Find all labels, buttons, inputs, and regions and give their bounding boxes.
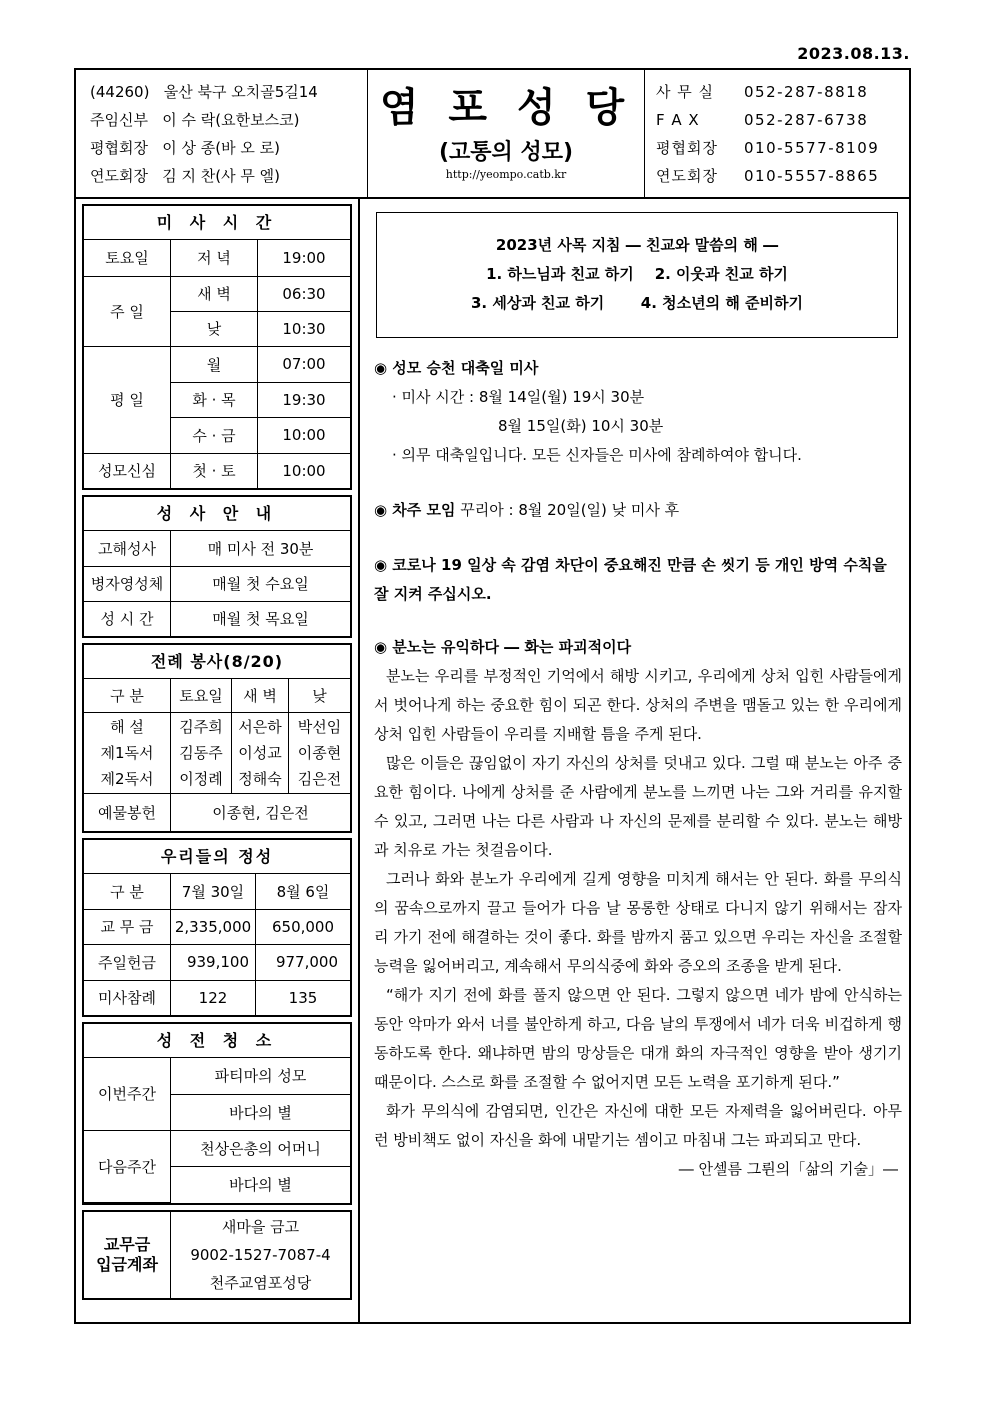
table-cell: 주 일	[84, 276, 171, 346]
table-cell: 성 시 간	[84, 601, 171, 636]
contact-info	[656, 78, 906, 190]
table-cell: 주일헌금	[84, 944, 171, 980]
table-row	[84, 712, 350, 740]
table-row	[84, 346, 350, 382]
contact-label: 연도회장	[656, 167, 718, 185]
table-cell: 제1독서	[84, 740, 171, 765]
council-label: 평협회장	[90, 139, 148, 157]
bulletin-date: 2023.08.13.	[797, 44, 910, 63]
table-cell: 토요일	[84, 240, 171, 276]
assumption-mass-note: · 의무 대축일입니다. 모든 신자들은 미사에 참례하여야 합니다.	[392, 446, 802, 464]
table-header: 새 벽	[232, 679, 289, 712]
table-row	[84, 944, 350, 980]
liturgy-table	[84, 679, 350, 831]
contact-number: 052-287-6738	[744, 111, 869, 129]
table-cell: 서은하	[232, 712, 289, 740]
next-meeting-notice	[374, 496, 902, 525]
address-row	[90, 78, 355, 106]
table-cell: 19:00	[258, 240, 351, 276]
table-cell: 해 설	[84, 712, 171, 740]
article-paragraph: 많은 이들은 끊임없이 자기 자신의 상처를 덧내고 있다. 그럴 때 분노는 아주 중요한 힘이다. 나에게 상처를 준 사람에게 분노를 느끼면 나는 그와 거리를 유지할 수 있고, 그러면 나는 다른 사람과 나 자신의 문제를 분리할 수 있다. 분노는 해방과 치유로 가는 첫걸음이다.	[374, 754, 902, 859]
table-header: 낮	[289, 679, 351, 712]
table-cell: 매월 첫 수요일	[171, 566, 351, 601]
table-row	[84, 531, 350, 566]
bank-name: 새마을 금고	[221, 1217, 300, 1236]
contact-row	[656, 78, 906, 106]
table-row	[84, 874, 350, 909]
table-cell: 화 · 목	[171, 382, 258, 417]
finance-title: 우리들의 정성	[84, 840, 350, 874]
yeondo-label: 연도회장	[90, 167, 148, 185]
table-cell: 07:00	[258, 346, 351, 382]
table-cell: 2,335,000	[171, 909, 256, 944]
mass-times-title: 미 사 시 간	[84, 206, 350, 240]
table-cell: 10:30	[258, 311, 351, 346]
cleaning-table	[84, 1058, 350, 1203]
table-cell: 19:30	[258, 382, 351, 417]
account-label-line: 교무금	[103, 1234, 151, 1254]
table-cell: 미사참례	[84, 980, 171, 1015]
table-header: 구 분	[84, 874, 171, 909]
table-cell: 제2독서	[84, 765, 171, 793]
table-cell: 김은전	[289, 765, 351, 793]
table-cell: 이종현	[289, 740, 351, 765]
church-title-block	[367, 70, 645, 197]
sacraments-title: 성 사 안 내	[84, 497, 350, 531]
table-cell: 수 · 금	[171, 417, 258, 453]
table-cell: 977,000	[256, 944, 351, 980]
header	[76, 70, 909, 199]
table-cell: 평 일	[84, 346, 171, 453]
table-cell: 파티마의 성모	[171, 1058, 351, 1094]
sacraments-table	[84, 531, 350, 636]
article-title: ◉ 분노는 유익하다 ― 화는 파괴적이다	[374, 638, 632, 656]
pastoral-goals-box	[376, 212, 898, 338]
contact-label: F A X	[656, 111, 700, 129]
table-cell: 월	[171, 346, 258, 382]
pastor-row	[90, 106, 355, 134]
table-cell: 10:00	[258, 417, 351, 453]
table-header: 8월 6일	[256, 874, 351, 909]
assumption-mass-time: · 미사 시간 : 8월 14일(월) 19시 30분	[392, 388, 645, 406]
article-quote: “해가 지기 전에 화를 풀지 않으면 안 된다. 그렇지 않으면 네가 밤에 안식하는 동안 악마가 와서 너를 불안하게 하고, 다음 날의 투쟁에서 네가 더욱 비겁하게 행동하도록 한다. 왜냐하면 밤의 망상들은 대개 화의 자극적인 영향을 받아 생기기 때문이다. 스스로 화를 조절할 수 없어지면 모든 노력을 포기하게 된다.”	[374, 986, 902, 1091]
table-cell: 939,100	[171, 944, 256, 980]
goals-title: 2023년 사목 지침 ― 친교와 말씀의 해 ―	[495, 236, 779, 254]
table-cell: 바다의 별	[171, 1166, 351, 1202]
bulletin-page	[74, 68, 911, 1324]
table-cell: 다음주간	[84, 1130, 171, 1202]
table-cell: 정해숙	[232, 765, 289, 793]
left-sidebar	[82, 204, 352, 1300]
table-row	[84, 566, 350, 601]
assumption-mass-time-2: 8월 15일(화) 10시 30분	[498, 417, 664, 435]
liturgy-box	[82, 643, 352, 833]
table-cell: 135	[256, 980, 351, 1015]
table-cell: 저 녁	[171, 240, 258, 276]
table-cell: 매월 첫 목요일	[171, 601, 351, 636]
table-header: 토요일	[171, 679, 232, 712]
goal-item: 1. 하느님과 친교 하기	[486, 265, 634, 283]
main-content	[358, 198, 911, 1324]
table-row	[84, 240, 350, 276]
table-row	[84, 1058, 350, 1094]
account-holder: 천주교염포성당	[209, 1273, 312, 1292]
postal-code: (44260)	[90, 83, 150, 101]
contact-label: 사 무 실	[656, 83, 715, 101]
table-cell: 06:30	[258, 276, 351, 311]
cleaning-box	[82, 1022, 352, 1205]
table-cell: 고해성사	[84, 531, 171, 566]
contact-number: 052-287-8818	[744, 83, 869, 101]
table-row	[84, 601, 350, 636]
table-row	[84, 1212, 350, 1298]
council-name: 이 상 종(바 오 로)	[162, 139, 280, 157]
table-header: 구 분	[84, 679, 171, 712]
table-row	[84, 765, 350, 793]
church-subtitle: (고통의 성모)	[438, 140, 574, 165]
table-row	[84, 276, 350, 311]
table-row	[84, 980, 350, 1015]
contact-label: 평협회장	[656, 139, 718, 157]
table-cell: 10:00	[258, 453, 351, 488]
table-cell: 김주희	[171, 712, 232, 740]
mass-times-table	[84, 240, 350, 488]
table-row	[84, 793, 350, 831]
table-cell: 김동주	[171, 740, 232, 765]
table-row	[84, 679, 350, 712]
goal-item: 4. 청소년의 해 준비하기	[640, 294, 803, 312]
next-meeting-title: ◉ 차주 모임	[374, 501, 456, 519]
table-row	[84, 740, 350, 765]
account-box	[82, 1210, 352, 1300]
goal-item: 3. 세상과 친교 하기	[470, 294, 605, 312]
table-cell: 이성교	[232, 740, 289, 765]
table-cell: 바다의 별	[171, 1094, 351, 1130]
church-url[interactable]: http://yeompo.catb.kr	[445, 168, 567, 181]
address: 울산 북구 오치골5길14	[163, 83, 318, 101]
yeondo-name: 김 지 찬(사 무 엘)	[162, 167, 280, 185]
covid-notice: ◉ 코로나 19 일상 속 감염 차단이 중요해진 만큼 손 씻기 등 개인 방역 수칙을 잘 지켜 주십시오.	[374, 556, 887, 603]
goals-row-2	[377, 289, 897, 318]
goal-item: 2. 이웃과 친교 하기	[654, 265, 788, 283]
table-cell: 이번주간	[84, 1058, 171, 1130]
parish-info	[90, 78, 355, 190]
table-cell: 650,000	[256, 909, 351, 944]
assumption-mass-title: ◉ 성모 승천 대축일 미사	[374, 359, 539, 377]
account-label-line: 입금계좌	[96, 1254, 158, 1274]
mass-times-box	[82, 204, 352, 490]
table-cell: 병자영성체	[84, 566, 171, 601]
article-paragraph: 분노는 우리를 부정적인 기억에서 해방 시키고, 우리에게 상처 입힌 사람들에게서 벗어나게 하는 중요한 힘이 되곤 한다. 상처의 주변을 맴돌고 있는 한 우리에게 상처 입힌 사람들이 우리를 지배할 틈을 주게 된다.	[374, 667, 902, 743]
contact-number: 010-5557-8865	[744, 167, 880, 185]
article-paragraph: 화가 무의식에 감염되면, 인간은 자신에 대한 모든 자제력을 잃어버린다. 아무런 방비책도 없이 자신을 화에 내맡기는 셈이고 마침내 그는 파괴되고 만다.	[374, 1102, 902, 1149]
notices	[374, 354, 902, 1184]
yeondo-row	[90, 162, 355, 190]
account-table	[84, 1212, 350, 1298]
account-label	[84, 1212, 171, 1298]
pastor-name: 이 수 락(요한보스코)	[162, 111, 300, 129]
cleaning-title: 성 전 청 소	[84, 1024, 350, 1058]
article-paragraph: 그러나 화와 분노가 우리에게 길게 영향을 미치게 해서는 안 된다. 화를 무의식의 꿈속으로까지 끌고 들어가 다음 날 몽롱한 상태로 다니지 않기 위해서는 잠자리 가기 전에 해결하는 것이 좋다. 화를 밤까지 품고 있으면 우리는 자신을 조절할 능력을 잃어버리고, 계속해서 무의식중에 화와 증오의 조종을 받게 된다.	[374, 870, 902, 975]
sacraments-box	[82, 495, 352, 638]
table-cell: 낮	[171, 311, 258, 346]
next-meeting-text: 꾸리아 : 8월 20일(일) 낮 미사 후	[455, 501, 680, 519]
goals-row-1	[377, 260, 897, 289]
church-name: 염 포 성 당	[379, 85, 633, 131]
account-details	[171, 1212, 351, 1298]
pastor-label: 주임신부	[90, 111, 148, 129]
table-cell: 천상은총의 어머니	[171, 1130, 351, 1166]
finance-table	[84, 874, 350, 1015]
liturgy-title: 전례 봉사(8/20)	[84, 645, 350, 679]
contact-number: 010-5577-8109	[744, 139, 880, 157]
table-row	[84, 909, 350, 944]
table-row	[84, 1130, 350, 1166]
table-cell: 첫 · 토	[171, 453, 258, 488]
table-row	[84, 453, 350, 488]
account-number: 9002-1527-7087-4	[190, 1245, 331, 1264]
table-cell: 새 벽	[171, 276, 258, 311]
contact-row	[656, 134, 906, 162]
article-source: ― 안셀름 그륀의「삶의 기술」―	[678, 1160, 898, 1178]
table-cell: 122	[171, 980, 256, 1015]
table-cell: 이종현, 김은전	[171, 793, 351, 831]
table-cell: 이정례	[171, 765, 232, 793]
contact-row	[656, 162, 906, 190]
table-cell: 교 무 금	[84, 909, 171, 944]
table-cell: 예물봉헌	[84, 793, 171, 831]
contact-row	[656, 106, 906, 134]
finance-box	[82, 838, 352, 1017]
table-cell: 박선임	[289, 712, 351, 740]
table-cell: 매 미사 전 30분	[171, 531, 351, 566]
council-row	[90, 134, 355, 162]
table-cell: 성모신심	[84, 453, 171, 488]
table-header: 7월 30일	[171, 874, 256, 909]
